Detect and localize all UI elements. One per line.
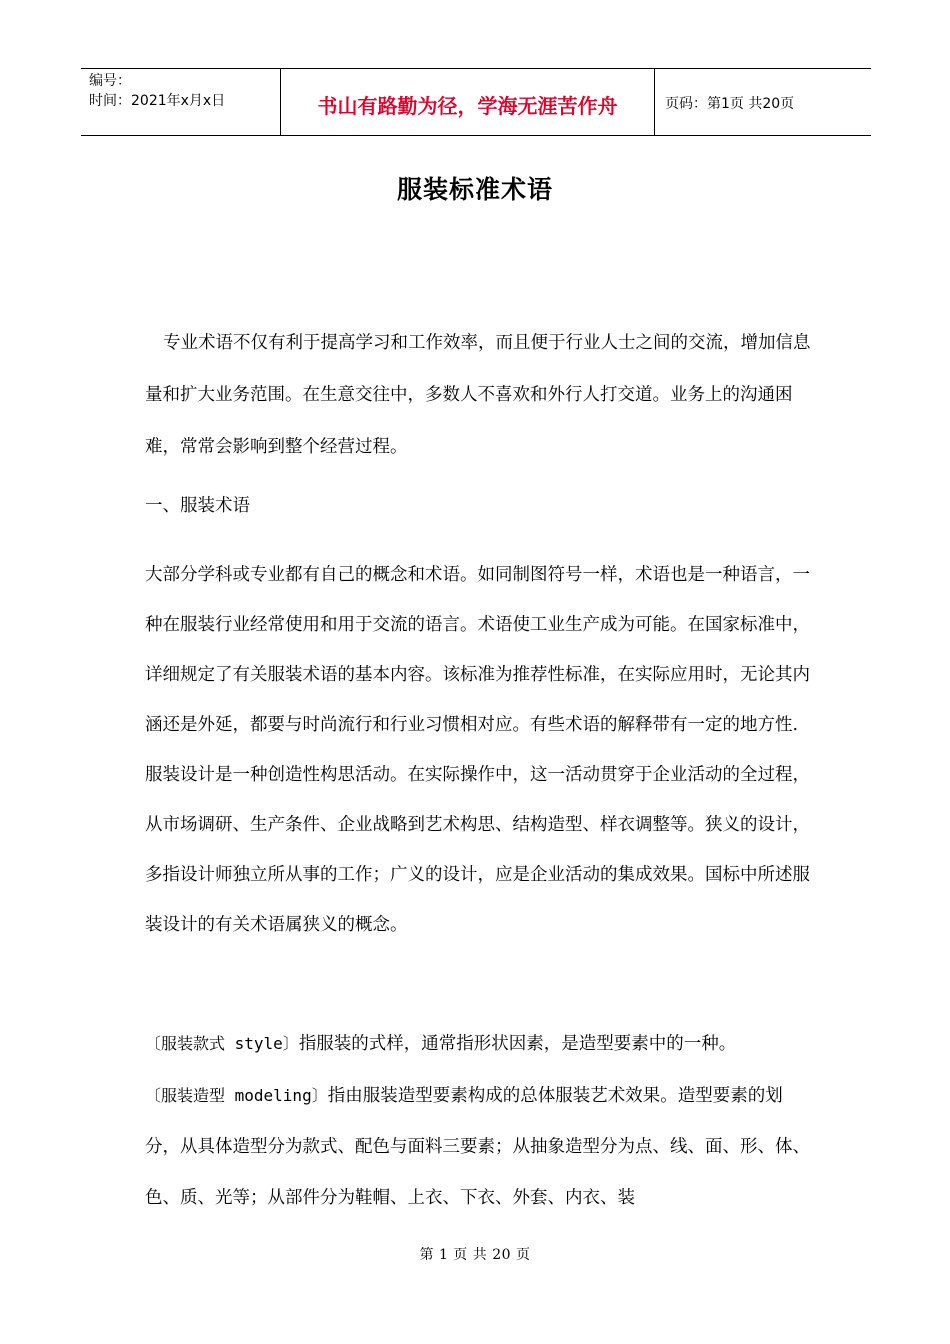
page-footer: 第 1 页 共 20 页 [419,1247,531,1263]
section-heading: 一、服装术语 [145,496,250,516]
header-slogan: 书山有路勤为径，学海无涯苦作舟 [281,69,655,135]
header-page-info: 页码：第1页 共20页 [665,96,795,112]
time-label: 时间：2021年x月x日 [89,93,226,109]
number-label: 编号： [89,73,131,89]
term-style-name: 〔服装款式 style〕 [145,1034,299,1053]
term-style [145,1018,815,1070]
term-modeling [145,1070,815,1224]
term-style-definition: 指服装的式样，通常指形状因素，是造型要素中的一种。 [298,1034,737,1054]
body-paragraph: 大部分学科或专业都有自己的概念和术语。如同制图符号一样，术语也是一种语言，一种在服装行业经常使用和用于交流的语言。术语使工业生产成为可能。在国家标准中，详细规定了有关服装术语的基本内容。该标准为推荐性标准，在实际应用时，无论其内涵还是外延，都要与时尚流行和行业习惯相对应。有些术语的解释带有一定的地方性.服装设计是一种创造性构思活动。在实际操作中，这一活动贯穿于企业活动的全过程，从市场调研、生产条件、企业战略到艺术构思、结构造型、样衣调整等。狭义的设计，多指设计师独立所从事的工作；广义的设计，应是企业活动的集成效果。国标中所述服装设计的有关术语属狭义的概念。 [145,565,810,935]
term-modeling-definition: 指由服装造型要素构成的总体服装艺术效果。造型要素的划分，从具体造型分为款式、配色与面料三要素；从抽象造型分为点、线、面、形、体、色、质、光等；从部件分为鞋帽、上衣、下衣、外套、内衣、装 [145,1086,810,1208]
terms-paragraph [145,1018,815,1224]
term-modeling-name: 〔服装造型 modeling〕 [145,1086,328,1105]
document-title: 服装标准术语 [396,175,553,204]
page-header [81,68,871,136]
header-meta [81,69,281,135]
intro-paragraph: 专业术语不仅有利于提高学习和工作效率，而且便于行业人士之间的交流，增加信息量和扩大业务范围。在生意交往中，多数人不喜欢和外行人打交道。业务上的沟通困难，常常会影响到整个经营过程。 [145,333,811,457]
